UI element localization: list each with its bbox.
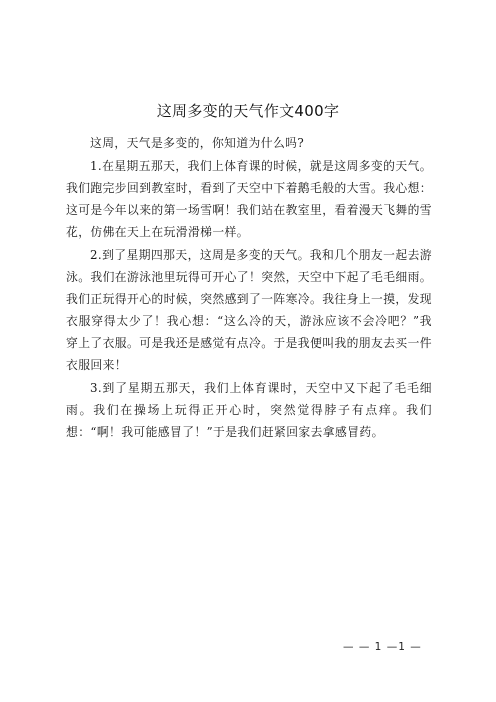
paragraph-intro: 这周，天气是多变的，你知道为什么吗?: [90, 136, 305, 150]
document-body: [66, 132, 432, 444]
paragraph-1: 1.在星期五那天，我们上体育课的时候，就是这周多变的天气。我们跑完步回到教室时，看到了天空中下着鹅毛般的大雪。我心想：这可是今年以来的第一场雪啊！我们站在教室里，看着漫天飞舞的雪花，仿佛在天上在玩滑滑梯一样。: [66, 159, 432, 239]
paragraph-2: 2.到了星期四那天，这周是多变的天气。我和几个朋友一起去游泳。我们在游泳池里玩得可开心了！突然，天空中下起了毛毛细雨。我们正玩得开心的时候，突然感到了一阵寒冷。我往身上一摸，发现衣服穿得太少了！我心想：“这么冷的天，游泳应该不会冷吧？”我穿上了衣服。可是我还是感觉有点冷。于是我便叫我的朋友去买一件衣服回来！: [66, 248, 432, 372]
paragraph-3: 3.到了星期五那天，我们上体育课时，天空中又下起了毛毛细雨。我们在操场上玩得正开心时，突然觉得脖子有点痒。我们想：“啊！我可能感冒了！”于是我们赶紧回家去拿感冒药。: [66, 381, 432, 439]
page-number: — — 1 —1 —: [343, 641, 422, 653]
document-title: 这周多变的天气作文400字: [156, 102, 340, 120]
